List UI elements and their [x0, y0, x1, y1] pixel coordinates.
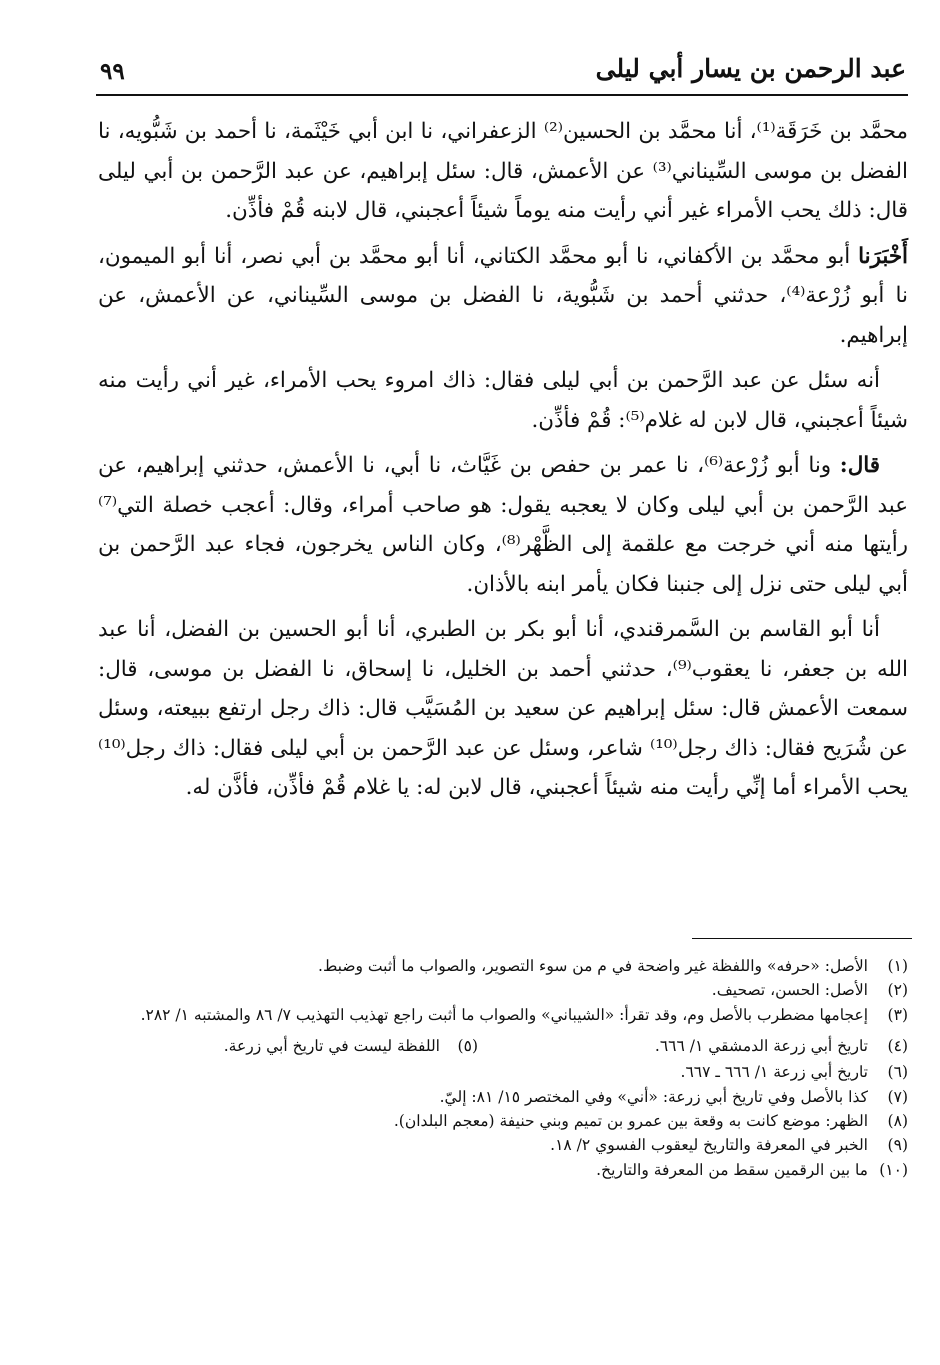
- footnote: [98, 1086, 908, 1109]
- footnote-text: كذا بالأصل وفي تاريخ أبي زرعة: «أني» وفي المختصر ١٥/ ٨١: إليّ.: [439, 1087, 868, 1106]
- footnote-number: (٤): [887, 1037, 908, 1056]
- footnote: [98, 1134, 908, 1157]
- paragraph-2-text: أبو محمَّد بن الأكفاني، نا أبو محمَّد الكتاني، أنا أبو محمَّد بن أبي نصر، أنا أبو الميمون، نا أبو زُرْعة⁽⁴⁾، حدثني أحمد بن شَبُّوية، نا الفضل بن موسى السِّيناني، عن الأعمش، عن إبراهيم.: [98, 243, 908, 348]
- footnotes: [98, 955, 908, 1183]
- footnote-number: (١): [887, 957, 908, 975]
- footnote-number: (١٠): [879, 1160, 908, 1179]
- footnote-text: الخبر في المعرفة والتاريخ ليعقوب الفسوي ٢/ ١٨.: [550, 1136, 868, 1155]
- footnote: [98, 979, 908, 1002]
- page-number: ٩٩: [100, 58, 125, 85]
- running-title: عبد الرحمن بن يسار أبي ليلى: [595, 54, 906, 83]
- footnote-text: تاريخ أبي زرعة الدمشقي ١/ ٦٦٦.: [654, 1037, 868, 1056]
- footnote: [98, 1159, 908, 1182]
- footnote-text: تاريخ أبي زرعة ١/ ٦٦٦ ـ ٦٦٧.: [680, 1063, 868, 1082]
- footnote-text: الظهر: موضع كانت به وقعة بين عمرو بن تميم وبني حنيفة (معجم البلدان).: [393, 1112, 868, 1131]
- footnote-number: (٣): [887, 1005, 908, 1024]
- footnote: [655, 1035, 908, 1058]
- footnote-number: (٧): [887, 1087, 908, 1106]
- footnote-number: (٢): [887, 981, 908, 1000]
- footnote: [98, 1061, 908, 1084]
- paragraph-lead-word: أَخْبَرَنا: [858, 243, 908, 269]
- paragraph-3: أنه سئل عن عبد الرَّحمن بن أبي ليلى فقال: ذاك امروء يحب الأمراء، غير أني رأيت منه شيئاً أعجبني، قال لابن له غلام⁽⁵⁾: قُمْ فأذِّن.: [98, 368, 908, 433]
- paragraph-5: أنا أبو القاسم بن السَّمرقندي، أنا أبو بكر بن الطبري، أنا أبو الحسين بن الفضل، أنا عبد الله بن جعفر، نا يعقوب⁽⁹⁾، حدثني أحمد بن الخليل، نا إسحاق، نا الفضل بن موسى، قال: سمعت الأعمش قال: سئل إبراهيم عن سعيد بن المُسَيَّب قال: ذاك رجل ارتفع ببيعته، وسئل عن شُرَيح فقال: ذاك رجل⁽¹⁰⁾ شاعر، وسئل عن عبد الرَّحمن بن أبي ليلى فقال: ذاك رجل⁽¹⁰⁾ يحب الأمراء أما إنِّي رأيت منه شيئاً أعجبني، قال لابن له: يا غلام قُمْ فأذِّن، فأذَّن له.: [98, 617, 908, 800]
- footnote: [224, 1035, 478, 1058]
- paragraph-4: [98, 446, 908, 604]
- footnote-number: (٥): [457, 1037, 478, 1056]
- footnote-pair: [98, 1035, 908, 1059]
- footnote-number: (٦): [887, 1063, 908, 1082]
- paragraph-lead-word: قال:: [839, 453, 880, 478]
- footnote-text: اللفظة ليست في تاريخ أبي زرعة.: [223, 1037, 440, 1056]
- footnote-text: الأصل: الحسن، تصحيف.: [711, 981, 868, 1000]
- footnote: [98, 1004, 908, 1027]
- header-rule: [96, 94, 908, 96]
- footnote: [98, 1110, 908, 1133]
- footnote-text: إعجامها مضطرب بالأصل وم، وقد تقرأ: «الشيباني» والصواب ما أثبت راجع تهذيب التهذيب ٧/ ٨٦ والمشتبه ١/ ٢٨٢.: [140, 1005, 868, 1024]
- paragraph-4-text: ونا أبو زُرْعة⁽⁶⁾، نا عمر بن حفص بن غَيَّاث، نا أبي، نا الأعمش، حدثني إبراهيم، عن عبد الرَّحمن بن أبي ليلى وكان لا يعجبه يقول: هو صاحب أمراء، وقال: أعجب خصلة التي⁽⁷⁾ رأيتها منه أني خرجت مع علقمة إلى الظَّهْر⁽⁸⁾، وكان الناس يخرجون، فجاء عبد الرَّحمن بن أبي ليلى حتى نزل إلى جنبنا فكان يأمر ابنه بالأذان.: [98, 453, 908, 597]
- paragraph-2: [98, 237, 908, 356]
- footnote-separator: [692, 938, 912, 939]
- paragraph-1: محمَّد بن خَرَقَة⁽¹⁾، أنا محمَّد بن الحسين⁽²⁾ الزعفراني، نا ابن أبي خَيْثَمة، نا أحمد بن شَبُّويه، نا الفضل بن موسى السِّيناني⁽³⁾ عن الأعمش، قال: سئل إبراهيم، عن عبد الرَّحمن بن أبي ليلى قال: ذلك يحب الأمراء غير أني رأيت منه يوماً شيئاً أعجبني، قال لابنه قُمْ فأذِّن.: [98, 119, 909, 223]
- footnote-text: ما بين الرقمين سقط من المعرفة والتاريخ.: [596, 1160, 868, 1179]
- page-header: [96, 52, 906, 92]
- footnote-text: الأصل: «حرفه» واللفظة غير واضحة في م من سوء التصوير، والصواب ما أثبت وضبط.: [318, 957, 868, 975]
- footnote-number: (٩): [887, 1136, 908, 1155]
- main-text: [98, 112, 908, 808]
- footnote: [98, 955, 908, 978]
- footnote-number: (٨): [887, 1112, 908, 1131]
